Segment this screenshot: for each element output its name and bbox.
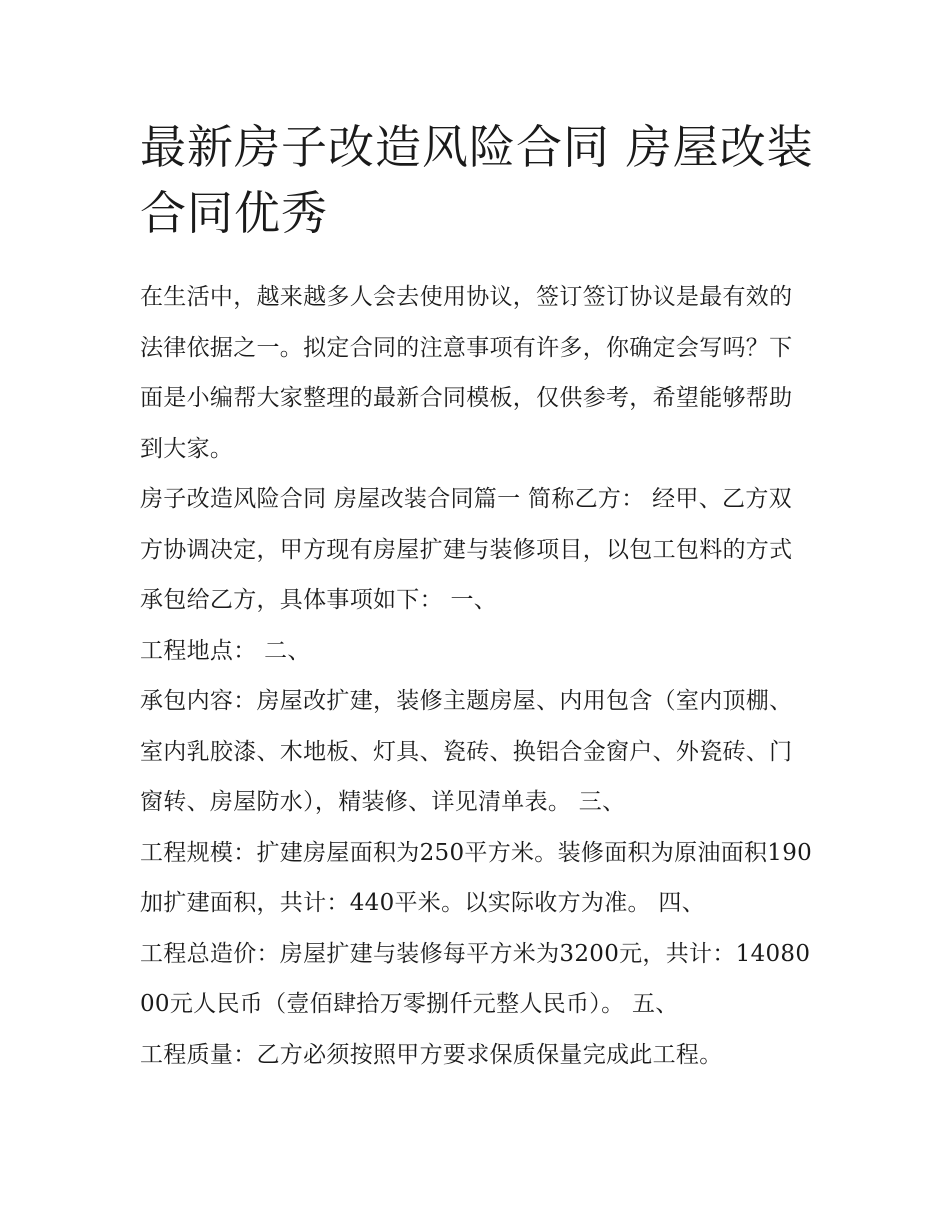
contract-scope-paragraph: 承包内容：房屋改扩建，装修主题房屋、内用包含（室内顶棚、室内乳胶漆、木地板、灯具、瓷砖、换铝合金窗户、外瓷砖、门窗转、房屋防水），精装修、详见清单表。 三、 [140, 688, 793, 815]
project-scale-paragraph: 工程规模：扩建房屋面积为250平方米。装修面积为原油面积190加扩建面积，共计：440平米。以实际收方为准。 四、 [140, 839, 813, 916]
intro-paragraph: 在生活中，越来越多人会去使用协议，签订签订协议是最有效的法律依据之一。拟定合同的注意事项有许多，你确定会写吗？下面是小编帮大家整理的最新合同模板，仅供参考，希望能够帮助到大家。 [140, 284, 793, 462]
contract-preamble-paragraph: 房子改造风险合同 房屋改装合同篇一 简称乙方： 经甲、乙方双方协调决定，甲方现有房屋扩建与装修项目，以包工包料的方式承包给乙方，具体事项如下： 一、 [140, 486, 793, 613]
document-title: 最新房子改造风险合同 房屋改装合同优秀 [140, 120, 814, 240]
quality-paragraph: 工程质量：乙方必须按照甲方要求保质保量完成此工程。 [140, 1041, 723, 1068]
document-body [140, 114, 815, 1080]
total-cost-paragraph: 工程总造价：房屋扩建与装修每平方米为3200元，共计：1408000元人民币（壹佰肆拾万零捌仟元整人民币）。 五、 [140, 940, 811, 1017]
project-location-paragraph: 工程地点： 二、 [140, 637, 311, 664]
